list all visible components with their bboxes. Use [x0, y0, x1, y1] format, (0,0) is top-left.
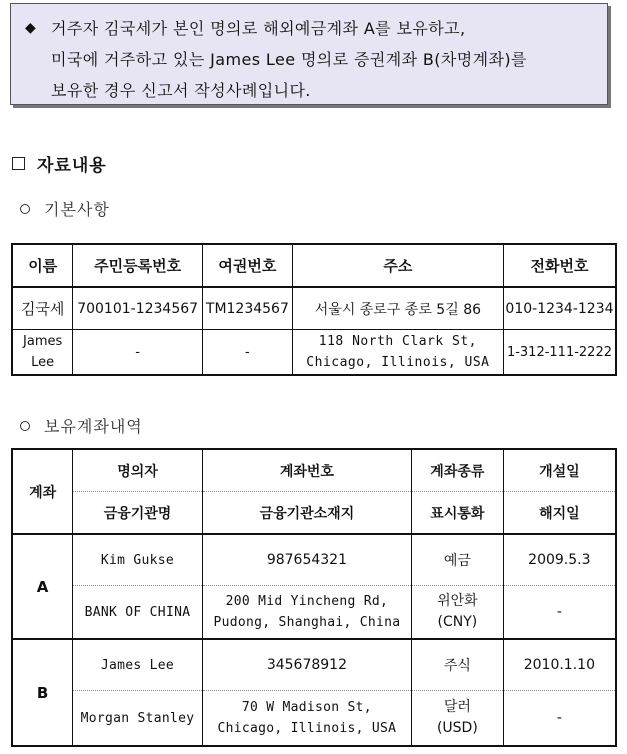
cell-institution: BANK OF CHINA: [73, 586, 203, 640]
cell-close-date: -: [556, 710, 562, 726]
cell-currency: [412, 586, 504, 640]
cell-location-line-2: Chicago, Illinois, USA: [217, 721, 397, 736]
table-row: [12, 534, 616, 586]
col-header-open-date: 개설일: [503, 449, 616, 492]
table-row: [12, 586, 616, 640]
col-header-resident-number: 주민등록번호: [73, 244, 203, 287]
cell-currency-line-2: (CNY): [437, 614, 478, 630]
cell-holder: James Lee: [73, 639, 203, 691]
cell-address-line-2: Chicago, Illinois, USA: [306, 355, 490, 370]
basic-info-table: [11, 243, 617, 376]
col-header-account-number: 계좌번호: [202, 449, 411, 492]
account-label-b: B: [12, 639, 73, 746]
cell-phone: 1-312-111-2222: [506, 344, 612, 360]
table-header-row: [12, 449, 616, 492]
col-header-account: 계좌: [12, 449, 73, 534]
cell-holder: Kim Gukse: [73, 534, 203, 586]
cell-currency-line-2: (USD): [436, 720, 478, 736]
notice-line-2: 미국에 거주하고 있는 James Lee 명의로 증권계좌 B(차명계좌)를: [51, 50, 527, 69]
cell-location-line-2: Pudong, Shanghai, China: [213, 615, 401, 630]
cell-passport: TM1234567: [202, 287, 292, 330]
cell-location-line-1: 70 W Madison St,: [241, 700, 372, 715]
notice-line-1: 거주자 김국세가 본인 명의로 해외예금계좌 A를 보유하고,: [51, 19, 466, 38]
col-header-address: 주소: [292, 244, 503, 287]
cell-currency-line-1: 달러: [443, 699, 471, 715]
cell-location-line-1: 200 Mid Yincheng Rd,: [225, 594, 389, 609]
table-row: [12, 287, 616, 330]
col-header-phone: 전화번호: [503, 244, 616, 287]
cell-phone: 010-1234-1234: [503, 287, 616, 330]
col-header-institution-location: 금융기관소재지: [202, 492, 411, 535]
table-header-row: [12, 492, 616, 535]
diamond-bullet-icon: ◆: [25, 20, 37, 36]
cell-address: [292, 330, 503, 376]
cell-name: 김국세: [12, 287, 73, 330]
table-row: [12, 639, 616, 691]
cell-address: 서울시 종로구 종로 5길 86: [292, 287, 503, 330]
col-header-close-date: 해지일: [503, 492, 616, 535]
basic-info-heading: [20, 197, 110, 220]
col-header-account-type: 계좌종류: [412, 449, 504, 492]
cell-resident-number: -: [73, 330, 203, 376]
cell-name-line-2: Lee: [31, 355, 55, 370]
circle-bullet-icon: [20, 204, 30, 214]
account-label-a: A: [12, 534, 73, 639]
cell-resident-number: 700101-1234567: [73, 287, 203, 330]
section-title: 자료내용: [37, 156, 107, 176]
cell-account-number: 987654321: [202, 534, 411, 586]
basic-info-heading-text: 기본사항: [44, 200, 110, 219]
square-bullet-icon: [12, 157, 25, 170]
cell-close-date: -: [503, 586, 616, 640]
cell-open-date: 2010.1.10: [503, 639, 616, 691]
notice-line-3: 보유한 경우 신고서 작성사례입니다.: [51, 81, 311, 100]
cell-account-number: 345678912: [202, 639, 411, 691]
cell-institution-location: [202, 691, 411, 747]
table-row: [12, 691, 616, 747]
table-header-row: [12, 244, 616, 287]
section-heading: [12, 151, 107, 176]
col-header-institution: 금융기관명: [73, 492, 203, 535]
cell-account-type: 예금: [412, 534, 504, 586]
accounts-heading-text: 보유계좌내역: [44, 417, 143, 436]
cell-institution-location: [202, 586, 411, 640]
cell-account-type: 주식: [412, 639, 504, 691]
cell-name-line-1: James: [23, 334, 63, 349]
cell-name: [12, 330, 73, 376]
circle-bullet-icon: [20, 421, 30, 431]
col-header-currency: 표시통화: [412, 492, 504, 535]
cell-currency: [412, 691, 504, 747]
cell-institution: Morgan Stanley: [73, 691, 203, 747]
cell-currency-line-1: 위안화: [437, 593, 478, 609]
cell-passport: -: [202, 330, 292, 376]
col-header-holder: 명의자: [73, 449, 203, 492]
col-header-name: 이름: [12, 244, 73, 287]
accounts-table: [11, 448, 617, 747]
notice-box: [10, 3, 608, 105]
cell-open-date: 2009.5.3: [503, 534, 616, 586]
accounts-heading: [20, 414, 143, 437]
cell-address-line-1: 118 North Clark St,: [318, 334, 477, 349]
col-header-passport: 여권번호: [202, 244, 292, 287]
table-row: [12, 330, 616, 376]
